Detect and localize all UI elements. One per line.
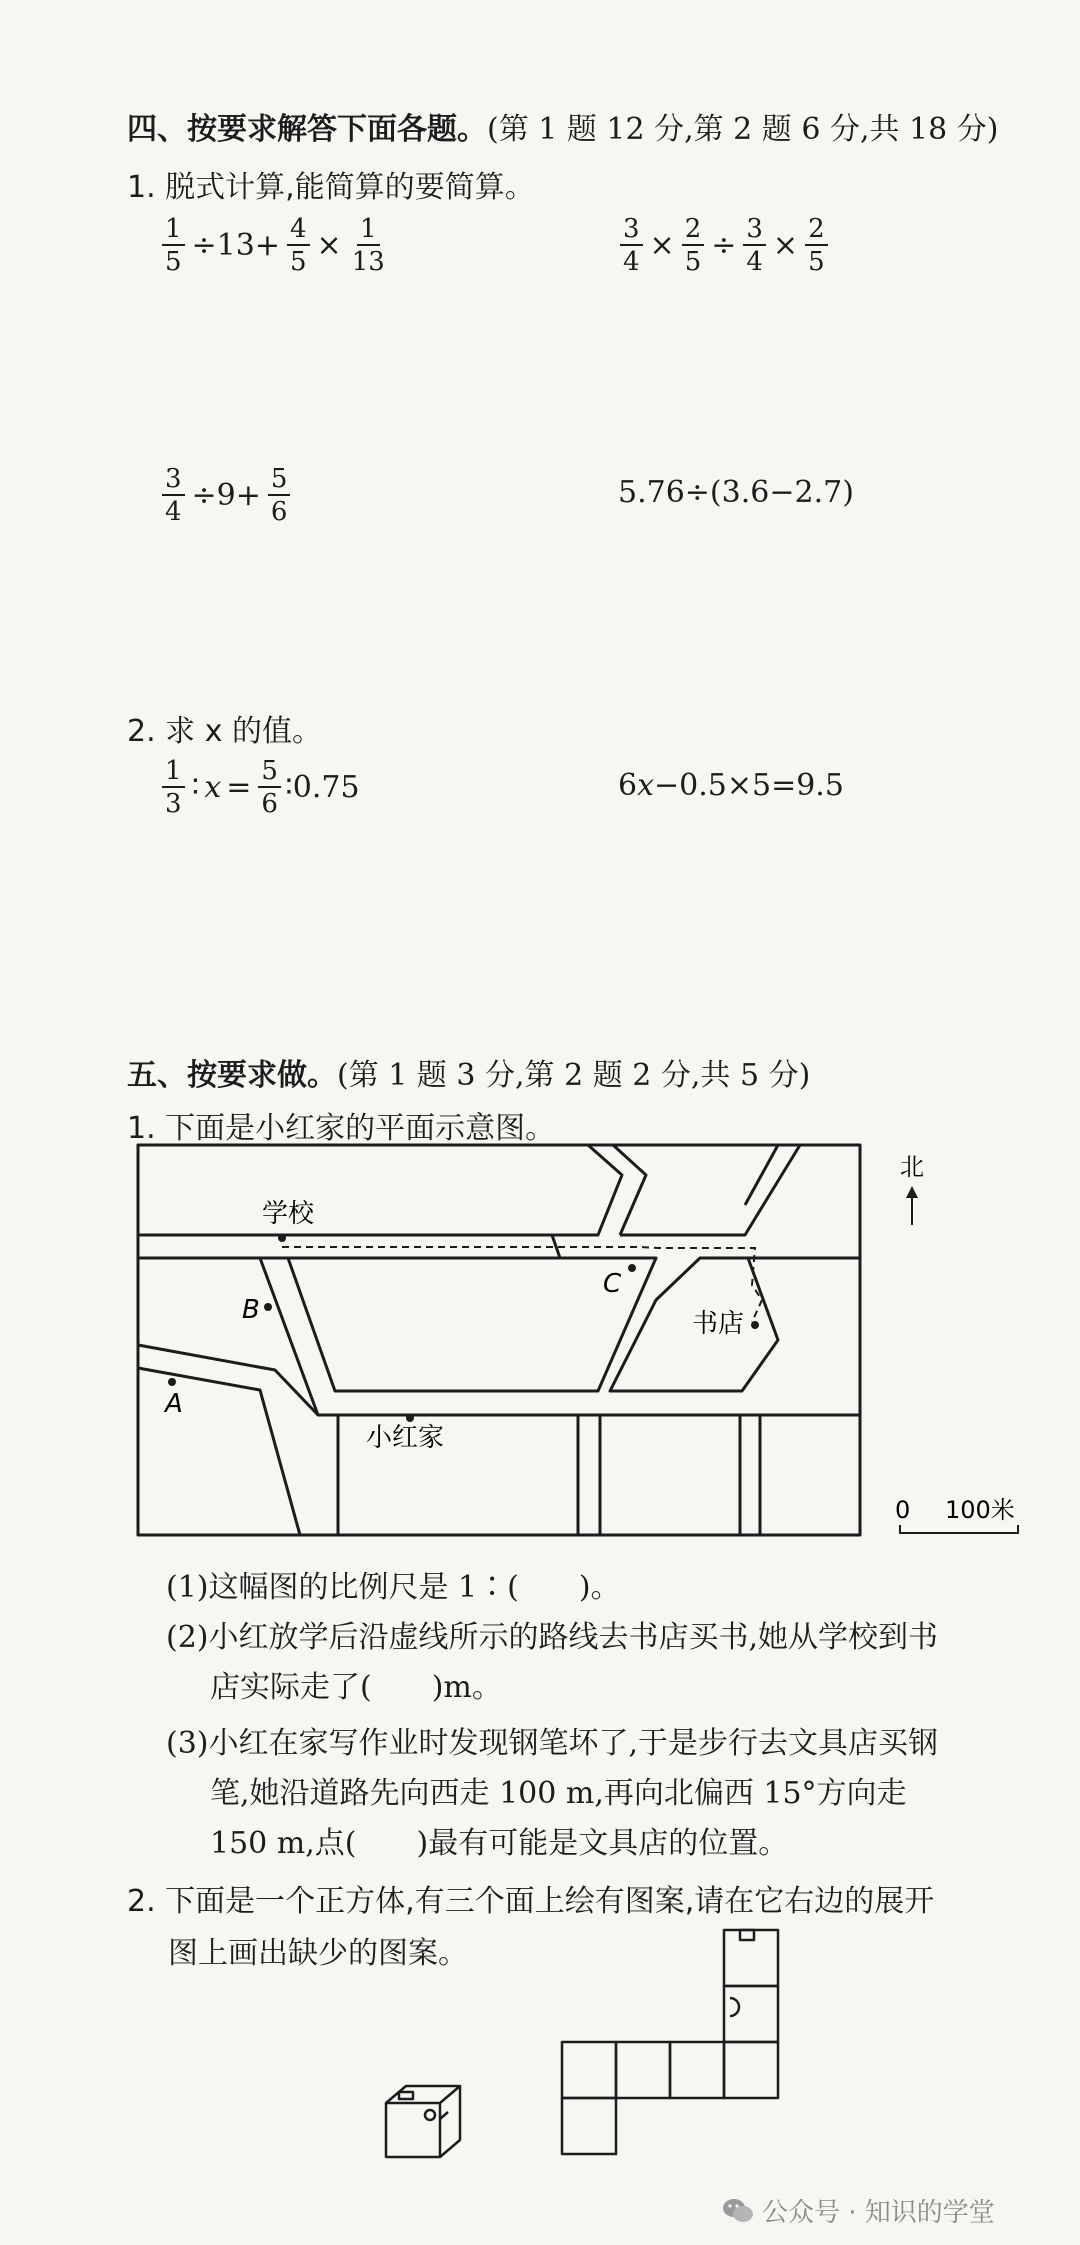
wechat-icon xyxy=(722,2197,754,2225)
point-b-label: B xyxy=(242,1295,260,1325)
fraction: $\frac{1}{5}$ xyxy=(162,216,185,275)
map-sub-question-3-line1: (3)小红在家写作业时发现钢笔坏了,于是步行去文具店买钢 xyxy=(166,1726,939,1761)
bookstore-label: 书店 xyxy=(692,1309,745,1339)
fraction: $\frac{2}{5}$ xyxy=(682,216,705,275)
school-label: 学校 xyxy=(262,1199,315,1229)
q2-equation-2: 6x−0.5×5=9.5 xyxy=(618,768,844,803)
home-label: 小红家 xyxy=(366,1423,445,1453)
fraction: $\frac{1}{3}$ xyxy=(162,758,185,817)
q2-equation-1: $\frac{1}{3}$ ∶ x = $\frac{5}{6}$ ∶0.75 xyxy=(160,758,360,817)
map-question-title: 1. 下面是小红家的平面示意图。 xyxy=(127,1111,556,1146)
map-sub-question-2-line2: 店实际走了( )m。 xyxy=(210,1670,502,1705)
point-c-label: C xyxy=(603,1269,622,1299)
fraction: $\frac{4}{5}$ xyxy=(287,216,310,275)
fraction: $\frac{5}{6}$ xyxy=(258,758,281,817)
section5-heading: 五、按要求做。 xyxy=(127,1058,337,1093)
fraction: $\frac{1}{13}$ xyxy=(351,214,385,277)
scale-length: 100米 xyxy=(945,1496,1015,1524)
scale-zero: 0 xyxy=(895,1496,911,1524)
fraction: $\frac{3}{4}$ xyxy=(620,216,643,275)
map-sub-question-3-line3: 150 m,点( )最有可能是文具店的位置。 xyxy=(210,1826,789,1861)
map-sub-question-1: (1)这幅图的比例尺是 1∶( )。 xyxy=(166,1570,621,1605)
q2-title: 2. 求 x 的值。 xyxy=(127,714,322,749)
north-label: 北 xyxy=(900,1153,924,1181)
q1-title: 1. 脱式计算,能简算的要简算。 xyxy=(127,170,535,205)
map-sub-question-2-line1: (2)小红放学后沿虚线所示的路线去书店买书,她从学校到书 xyxy=(166,1620,939,1655)
map-sub-question-3-line2: 笔,她沿道路先向西走 100 m,再向北偏西 15°方向走 xyxy=(210,1776,907,1811)
section4-heading: 四、按要求解答下面各题。 xyxy=(127,112,487,147)
fraction: $\frac{5}{6}$ xyxy=(268,466,291,525)
fraction: $\frac{3}{4}$ xyxy=(743,216,766,275)
fraction: $\frac{3}{4}$ xyxy=(162,466,185,525)
point-a-label: A xyxy=(165,1389,183,1419)
q1-expr-3: $\frac{3}{4}$ ÷9+ $\frac{5}{6}$ xyxy=(160,466,292,525)
q1-expr-2: $\frac{3}{4}$ × $\frac{2}{5}$ ÷ $\frac{3}{4}$ × $\frac{2}{5}$ xyxy=(618,216,830,275)
q1-expr-4: 5.76÷(3.6−2.7) xyxy=(618,475,854,510)
q1-expr-1: $\frac{1}{5}$ ÷13+ $\frac{4}{5}$ × $\frac{1}{13}$ xyxy=(160,216,390,275)
section4-score: (第 1 题 12 分,第 2 题 6 分,共 18 分) xyxy=(487,112,999,147)
section5-score: (第 1 题 3 分,第 2 题 2 分,共 5 分) xyxy=(337,1058,811,1093)
watermark xyxy=(722,2192,995,2229)
watermark-text: 公众号 · 知识的学堂 xyxy=(762,2198,995,2228)
cube-question-line2: 图上画出缺少的图案。 xyxy=(168,1936,468,1971)
cube-drawing xyxy=(386,2086,460,2157)
cube-question-line1: 2. 下面是一个正方体,有三个面上绘有图案,请在它右边的展开 xyxy=(127,1884,935,1919)
cube-net xyxy=(562,1930,778,2154)
fraction: $\frac{2}{5}$ xyxy=(805,216,828,275)
